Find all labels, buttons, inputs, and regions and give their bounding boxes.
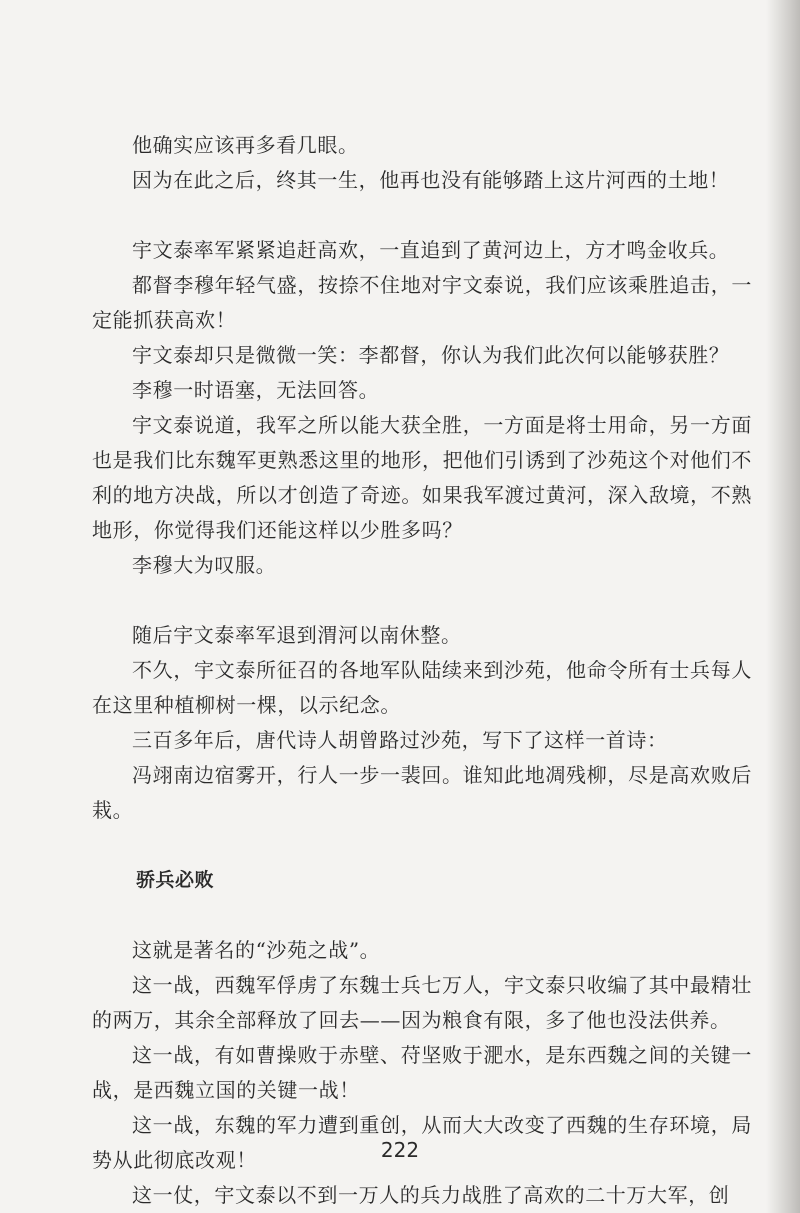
paragraph: 李穆大为叹服。 (132, 553, 277, 577)
page-edge-shadow (766, 0, 800, 1213)
paragraph-gap (92, 828, 752, 863)
paragraph: 不久，宇文泰所征召的各地军队陆续来到沙苑，他命令所有士兵每人在这里种植柳树一棵，以示纪念。 (92, 658, 752, 717)
paragraph: 宇文泰率军紧紧追赶高欢，一直追到了黄河边上，方才鸣金收兵。 (132, 238, 730, 262)
paragraph: 因为在此之后，终其一生，他再也没有能够踏上这片河西的土地！ (132, 168, 730, 192)
paragraph: 随后宇文泰率军退到渭河以南休整。 (132, 623, 462, 647)
paragraph: 这一战，东魏的军力遭到重创，从而大大改变了西魏的生存环境，局势从此彻底改观！ (92, 1113, 752, 1172)
page-number: 222 (380, 1138, 420, 1162)
paragraph-gap (92, 583, 752, 618)
paragraph-gap (92, 898, 752, 933)
paragraph: 宇文泰说道，我军之所以能大获全胜，一方面是将士用命，另一方面也是我们比东魏军更熟悉这里的地形，把他们引诱到了沙苑这个对他们不利的地方决战，所以才创造了奇迹。如果我军渡过黄河，深入敌境，不熟地形，你觉得我们还能这样以少胜多吗？ (92, 413, 752, 542)
paragraph: 三百多年后，唐代诗人胡曾路过沙苑，写下了这样一首诗： (132, 728, 668, 752)
paragraph: 这一战，有如曹操败于赤壁、苻坚败于淝水，是东西魏之间的关键一战，是西魏立国的关键一战！ (92, 1043, 752, 1102)
paragraph: 这一仗，宇文泰以不到一万人的兵力战胜了高欢的二十万大军，创 (132, 1183, 730, 1207)
paragraph: 冯翊南边宿雾开，行人一步一裴回。谁知此地凋残柳，尽是高欢败后栽。 (92, 763, 752, 822)
paragraph: 这一战，西魏军俘虏了东魏士兵七万人，宇文泰只收编了其中最精壮的两万，其余全部释放了回去——因为粮食有限，多了他也没法供养。 (92, 973, 752, 1032)
section-heading: 骄兵必败 (136, 869, 215, 891)
paragraph-gap (92, 198, 752, 233)
paragraph: 都督李穆年轻气盛，按捺不住地对宇文泰说，我们应该乘胜追击，一定能抓获高欢！ (92, 273, 752, 332)
book-page-text (92, 128, 752, 1213)
paragraph: 宇文泰却只是微微一笑：李都督，你认为我们此次何以能够获胜？ (132, 343, 730, 367)
paragraph: 他确实应该再多看几眼。 (132, 133, 359, 157)
paragraph: 这就是著名的“沙苑之战”。 (132, 938, 381, 962)
paragraph: 李穆一时语塞，无法回答。 (132, 378, 380, 402)
